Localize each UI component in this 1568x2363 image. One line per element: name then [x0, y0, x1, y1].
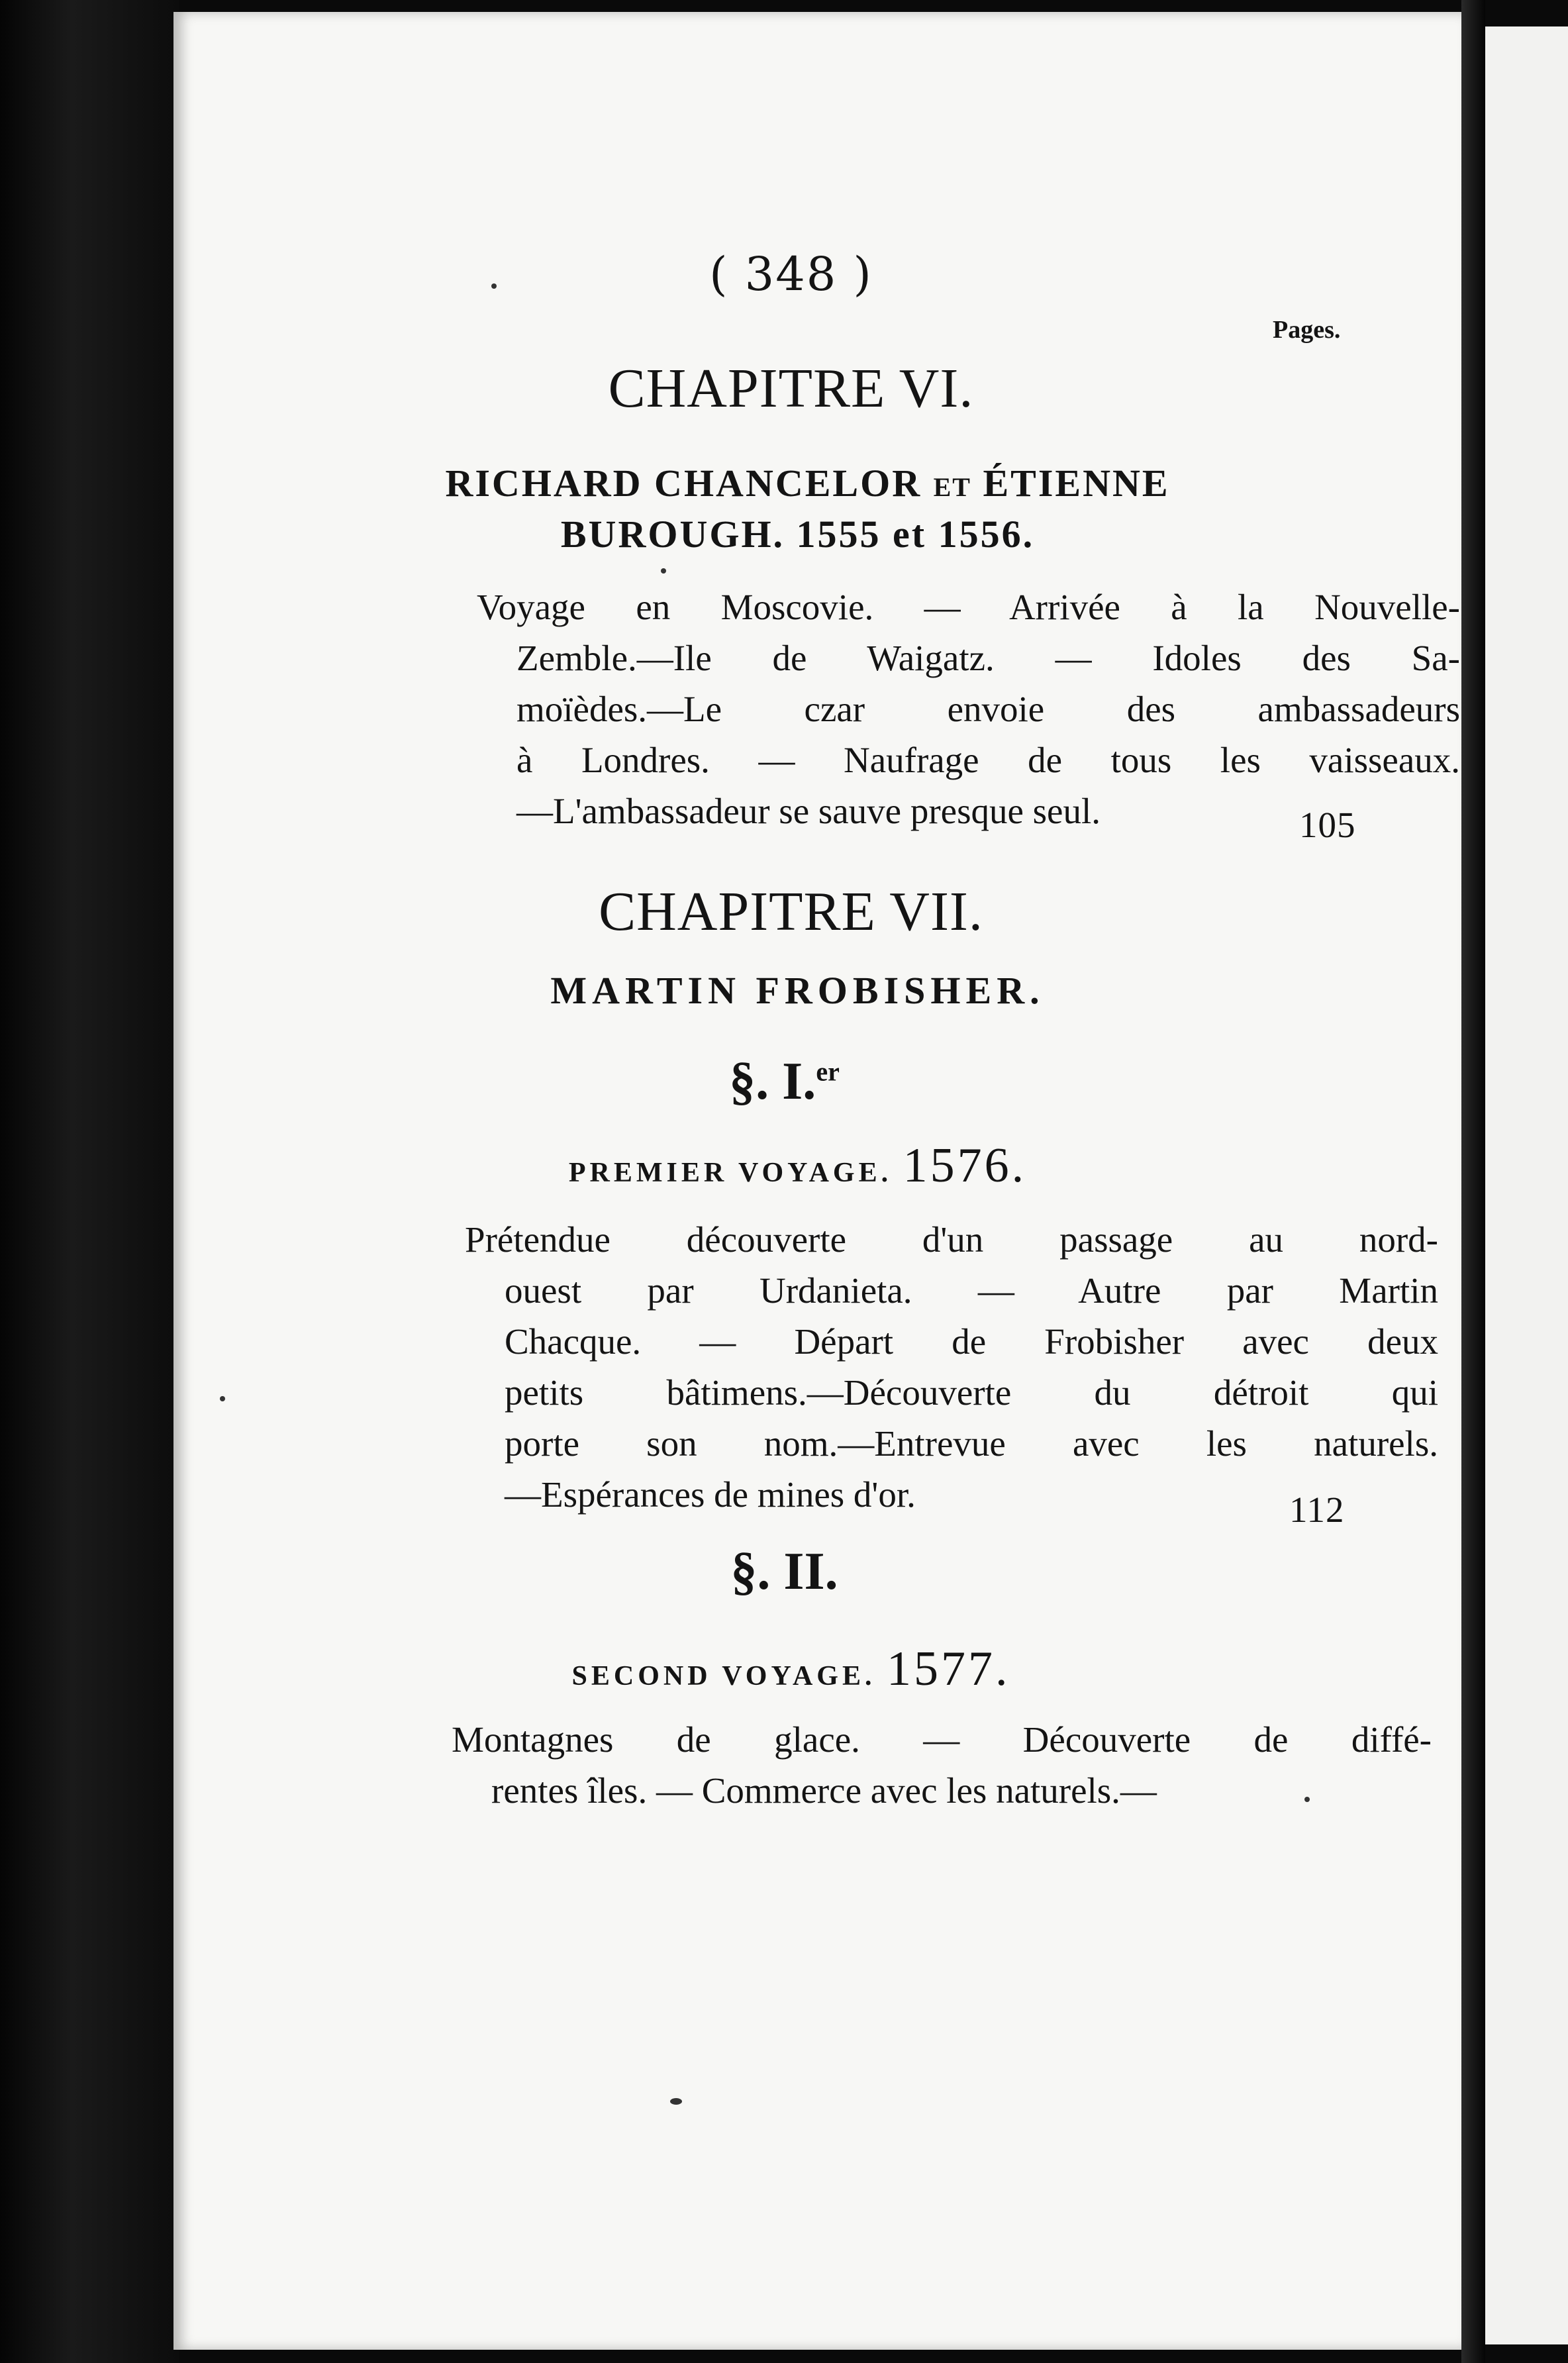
summary-line: Montagnes de glace. — Découverte de diffé-	[452, 1719, 1432, 1760]
section-2-voyage-title: SECOND VOYAGE.	[571, 1661, 876, 1691]
scan-speck	[491, 283, 497, 289]
scan-speck	[670, 2098, 682, 2105]
section-1-superscript: er	[816, 1056, 840, 1087]
summary-line: Prétendue découverte d'un passage au nord-	[465, 1219, 1438, 1260]
page-number: ( 348 )	[709, 247, 873, 301]
chapter-6-title: CHAPITRE VI.	[608, 358, 974, 419]
chapter-6-heading-line-2: BUROUGH. 1555 et 1556.	[560, 513, 1035, 556]
scan-speck	[661, 568, 666, 574]
section-1-number: §. I.	[729, 1052, 816, 1111]
chapter-7-heading: MARTIN FROBISHER.	[550, 969, 1045, 1012]
summary-line: à Londres. — Naufrage de tous les vaisseaux.	[516, 740, 1460, 780]
section-2-summary	[452, 1714, 1432, 1816]
section-1-page-ref: 112	[1289, 1489, 1345, 1530]
summary-line: moïèdes.—Le czar envoie des ambassadeurs	[516, 689, 1460, 729]
summary-line: Zemble.—Ile de Waigatz. — Idoles des Sa-	[516, 638, 1460, 678]
chapter-6-names-b: ÉTIENNE	[983, 462, 1170, 505]
chapter-7-title: CHAPITRE VII.	[599, 881, 983, 942]
chapter-6-page-ref: 105	[1299, 805, 1356, 845]
section-1-summary	[465, 1214, 1438, 1520]
summary-line: porte son nom.—Entrevue avec les naturels.	[505, 1423, 1438, 1464]
scan-speck	[1304, 1797, 1310, 1802]
section-1-mark	[107, 1052, 1461, 1112]
summary-line: ouest par Urdanieta. — Autre par Martin	[505, 1270, 1438, 1311]
section-2-voyage-year: 1577.	[886, 1642, 1010, 1696]
section-1-voyage-heading	[134, 1138, 1461, 1194]
chapter-6-names-a: RICHARD CHANCELOR	[445, 462, 922, 505]
pages-column-label: Pages.	[1273, 316, 1341, 344]
book-page	[173, 12, 1461, 2350]
facing-page-edge	[1485, 26, 1568, 2344]
book-gutter	[1461, 0, 1485, 2363]
scan-speck	[220, 1396, 225, 1401]
summary-line: —L'ambassadeur se sauve presque seul.	[516, 791, 1101, 831]
section-2-mark: §. II.	[730, 1542, 838, 1601]
chapter-6-summary	[477, 581, 1460, 836]
summary-line: petits bâtimens.—Découverte du détroit qui	[505, 1372, 1438, 1413]
chapter-6-conjunction: ET	[933, 472, 971, 502]
summary-line: rentes îles. — Commerce avec les naturels.—	[491, 1770, 1157, 1811]
summary-line: —Espérances de mines d'or.	[505, 1474, 916, 1515]
summary-line: Voyage en Moscovie. — Arrivée à la Nouvelle-	[477, 587, 1460, 627]
summary-line: Chacque. — Départ de Frobisher avec deux	[505, 1321, 1438, 1362]
section-1-voyage-year: 1576.	[903, 1138, 1027, 1193]
chapter-6-heading-line-1	[154, 461, 1461, 505]
section-2-voyage-heading	[121, 1641, 1461, 1697]
section-1-voyage-title: PREMIER VOYAGE.	[568, 1158, 893, 1188]
